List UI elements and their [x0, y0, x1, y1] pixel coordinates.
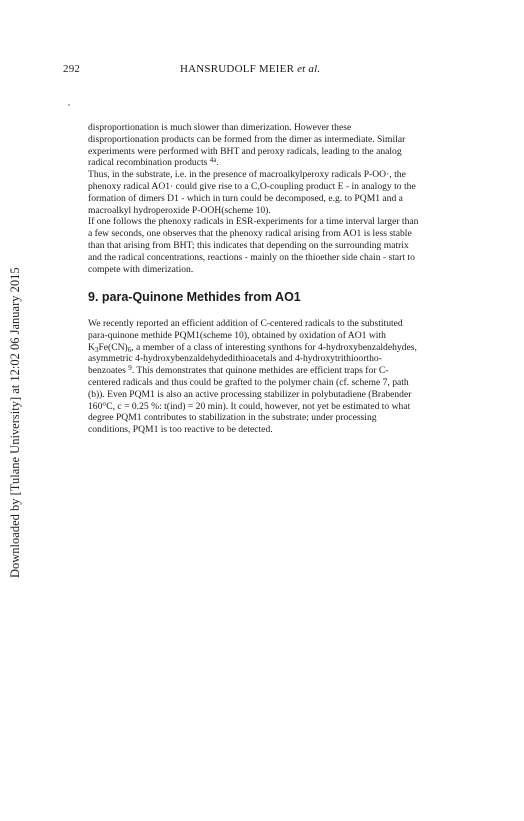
scan-speck	[68, 104, 70, 106]
download-watermark: Downloaded by [Tulane University] at 12:02 06 January 2015	[8, 267, 22, 578]
text-line: disproportionation is much slower than dimerization. However these	[88, 122, 352, 133]
text-line: If one follows the phenoxy radicals in ESR-experiments for a time interval larger than	[88, 216, 419, 228]
section-heading: 9. para-Quinone Methides from AO1	[88, 290, 301, 304]
text-fragment: , a member of a class of interesting synthons for 4-hydroxybenzaldehydes,	[131, 341, 417, 353]
text-line: phenoxy radical AO1· could give rise to a C,O-coupling product E - in analogy to the	[88, 180, 416, 192]
subscript: 3	[94, 345, 99, 354]
text-line: Thus, in the substrate, i.e. in the presence of macroalkylperoxy radicals P-OO·, the	[88, 169, 406, 181]
text-line-with-ref	[88, 365, 450, 377]
text-line: formation of dimers D1 - which in turn could be decomposed, e.g. to PQM1 and a	[88, 192, 403, 204]
text-fragment: K	[88, 341, 95, 353]
body-paragraphs-top	[88, 122, 450, 275]
text-fragment: .	[216, 157, 219, 169]
page-number: 292	[63, 63, 81, 75]
running-head-etal: et al.	[297, 63, 321, 75]
text-line: centered radicals and thus could be grafted to the polymer chain (cf. scheme 7, path	[88, 376, 409, 388]
body-paragraph-quinone	[88, 318, 450, 436]
text-line: degree PQM1 contributes to stabilization in the substrate; under processing	[88, 412, 377, 424]
text-fragment: . This demonstrates that quinone methides are efficient traps for C-	[131, 365, 389, 377]
text-line: para-quinone methide PQM1(scheme 10), obtained by oxidation of AO1 with	[88, 329, 386, 341]
subscript: 6	[127, 345, 132, 354]
text-line-formula	[88, 342, 450, 354]
reference-superscript: 4a	[209, 157, 217, 165]
running-head-authors: HANSRUDOLF MEIER	[180, 63, 295, 75]
text-fragment: Fe(CN)	[98, 341, 128, 353]
text-line: disproportionation products can be formed from the dimer as intermediate. Similar	[88, 133, 406, 145]
text-line: experiments were performed with BHT and peroxy radicals, leading to the analog	[88, 145, 402, 157]
text-line: than that arising from BHT; this indicates that depending on the surrounding matrix	[88, 239, 409, 251]
text-line-with-ref	[88, 157, 450, 169]
text-line: macroalkyl hydroperoxide P-OOH(scheme 10).	[88, 204, 271, 216]
reference-superscript: 9	[128, 365, 132, 373]
text-fragment: benzoates	[88, 365, 126, 377]
text-line: asymmetric 4-hydroxybenzaldehydedithioacetals and 4-hydroxytrithioortho-	[88, 353, 382, 365]
text-fragment: radical recombination products	[88, 157, 208, 169]
text-line: compete with dimerization.	[88, 263, 194, 275]
running-head	[180, 63, 410, 75]
text-line: and the radical concentrations, reactions - mainly on the thioether side chain - start to	[88, 251, 415, 263]
text-line: a few seconds, one observes that the phenoxy radical arising from AO1 is less stable	[88, 228, 412, 240]
text-line: 160°C, c = 0.25 %: t(ind) = 20 min). It could, however, not yet be estimated to what	[88, 400, 411, 412]
text-line: (b)). Even PQM1 is also an active processing stabilizer in polybutadiene (Brabender	[88, 388, 412, 400]
text-line: conditions, PQM1 is too reactive to be detected.	[88, 424, 273, 436]
text-line: We recently reported an efficient addition of C-centered radicals to the substituted	[88, 318, 403, 329]
